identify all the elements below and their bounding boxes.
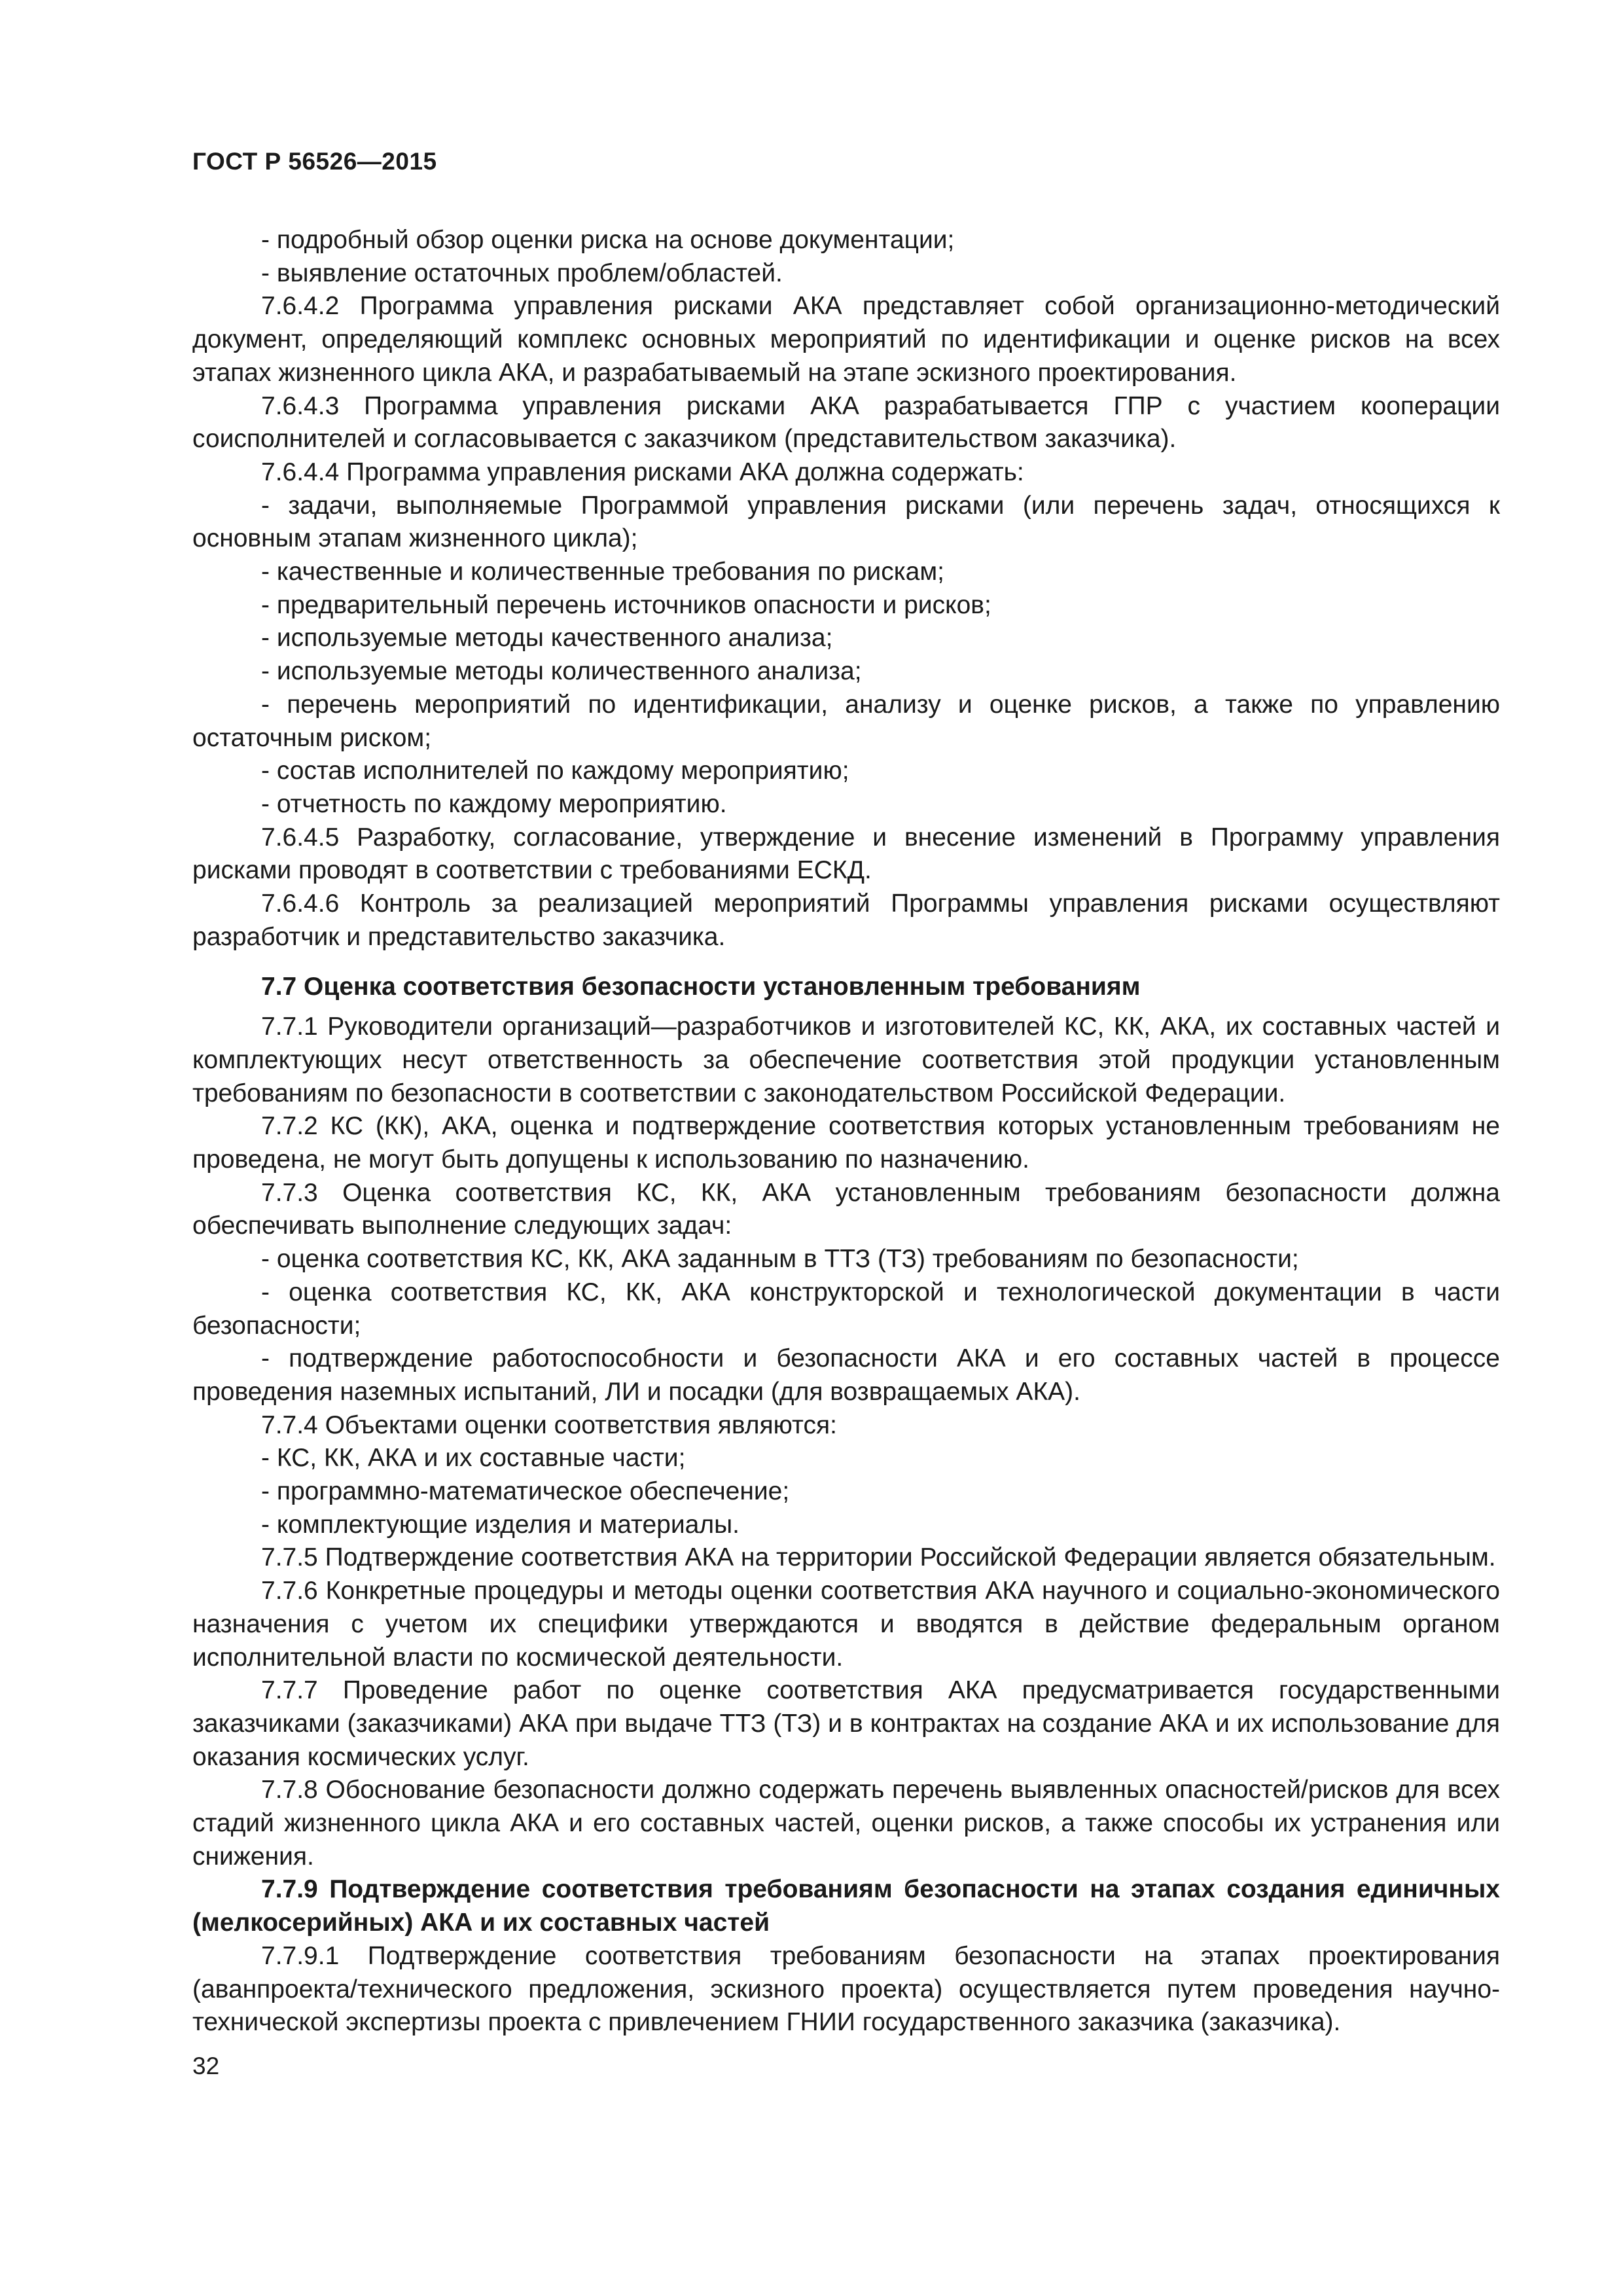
clause-7-6-4-4: 7.6.4.4 Программа управления рисками АКА должна содержать:	[261, 457, 1024, 486]
clause-7-7-5: 7.7.5 Подтверждение соответствия АКА на территории Российской Федерации является обязательным.	[261, 1543, 1496, 1572]
list-item: - комплектующие изделия и материалы.	[261, 1510, 740, 1539]
document-header: ГОСТ Р 56526—2015	[192, 148, 437, 175]
section-heading-7-7: 7.7 Оценка соответствия безопасности установленным требованиям	[261, 973, 1141, 1001]
list-item: - КС, КК, АКА и их составные части;	[261, 1444, 686, 1473]
list-item: - отчетность по каждому мероприятию.	[261, 789, 727, 818]
clause-7-6-4-3: 7.6.4.3 Программа управления рисками АКА разрабатывается ГПР с участием кооперации соисполнителей и согласовывается с заказчиком (представительством заказчика).	[192, 391, 1500, 454]
clause-7-7-8: 7.7.8 Обоснование безопасности должно содержать перечень выявленных опасностей/рисков для всех стадий жизненного цикла АКА и его составных частей, оценки рисков, а также способы их устранения или снижения.	[192, 1776, 1500, 1871]
clause-7-7-3: 7.7.3 Оценка соответствия КС, КК, АКА установленным требованиям безопасности должна обеспечивать выполнение следующих задач:	[192, 1178, 1500, 1240]
subsection-heading-7-7-9: 7.7.9 Подтверждение соответствия требованиям безопасности на этапах создания единичных (мелкосерийных) АКА и их составных частей	[192, 1875, 1500, 1937]
clause-7-6-4-6: 7.6.4.6 Контроль за реализацией мероприятий Программы управления рисками осуществляют разработчик и представительство заказчика.	[192, 889, 1500, 951]
list-item: - предварительный перечень источников опасности и рисков;	[261, 590, 991, 619]
clause-7-7-4: 7.7.4 Объектами оценки соответствия являются:	[261, 1410, 837, 1439]
list-item: - состав исполнителей по каждому мероприятию;	[261, 757, 849, 785]
list-item: - перечень мероприятий по идентификации, анализу и оценке рисков, а также по управлению остаточным риском;	[192, 690, 1500, 752]
clause-7-6-4-2: 7.6.4.2 Программа управления рисками АКА представляет собой организационно-методический документ, определяющий комплекс основных мероприятий по идентификации и оценке рисков на всех этапах жизненного цикла АКА, и разрабатываемый на этапе эскизного проектирования.	[192, 292, 1500, 387]
list-item: - оценка соответствия КС, КК, АКА заданным в ТТЗ (ТЗ) требованиям по безопасности;	[261, 1245, 1299, 1274]
page-number: 32	[192, 2053, 220, 2079]
clause-7-7-9-1: 7.7.9.1 Подтверждение соответствия требованиям безопасности на этапах проектирования (аванпроекта/технического предложения, эскизного проекта) осуществляется путем проведения научно-технической экспертизы проекта с привлечением ГНИИ государственного заказчика (заказчика).	[192, 1941, 1500, 2037]
list-item: - подробный обзор оценки риска на основе документации;	[261, 226, 955, 254]
list-item: - выявление остаточных проблем/областей.	[261, 259, 783, 287]
list-item: - используемые методы качественного анализа;	[261, 624, 833, 653]
list-item: - оценка соответствия КС, КК, АКА конструкторской и технологической документации в части безопасности;	[192, 1278, 1500, 1340]
clause-7-7-7: 7.7.7 Проведение работ по оценке соответствия АКА предусматривается государственными заказчиками (заказчиками) АКА при выдаче ТТЗ (ТЗ) и в контрактах на создание АКА и их использование для оказания космических услуг.	[192, 1676, 1500, 1771]
clause-7-7-1: 7.7.1 Руководители организаций—разработчиков и изготовителей КС, КК, АКА, их составных частей и комплектующих несут ответственность за обеспечение соответствия этой продукции установленным требованиям по безопасности в соответствии с законодательством Российской Федерации.	[192, 1013, 1500, 1107]
clause-7-7-6: 7.7.6 Конкретные процедуры и методы оценки соответствия АКА научного и социально-экономического назначения с учетом их специфики утверждаются и вводятся в действие федеральным органом исполнительной власти по космической деятельности.	[192, 1577, 1500, 1672]
clause-7-7-2: 7.7.2 КС (КК), АКА, оценка и подтверждение соответствия которых установленным требованиям не проведена, не могут быть допущены к использованию по назначению.	[192, 1112, 1500, 1174]
list-item: - задачи, выполняемые Программой управления рисками (или перечень задач, относящихся к основным этапам жизненного цикла);	[192, 491, 1500, 553]
clause-7-6-4-5: 7.6.4.5 Разработку, согласование, утверждение и внесение изменений в Программу управления рисками проводят в соответствии с требованиями ЕСКД.	[192, 823, 1500, 885]
list-item: - программно-математическое обеспечение;	[261, 1477, 790, 1506]
list-item: - качественные и количественные требования по рискам;	[261, 558, 944, 586]
document-body	[192, 224, 1500, 2039]
list-item: - подтверждение работоспособности и безопасности АКА и его составных частей в процессе проведения наземных испытаний, ЛИ и посадки (для возвращаемых АКА).	[192, 1344, 1500, 1406]
list-item: - используемые методы количественного анализа;	[261, 657, 862, 686]
